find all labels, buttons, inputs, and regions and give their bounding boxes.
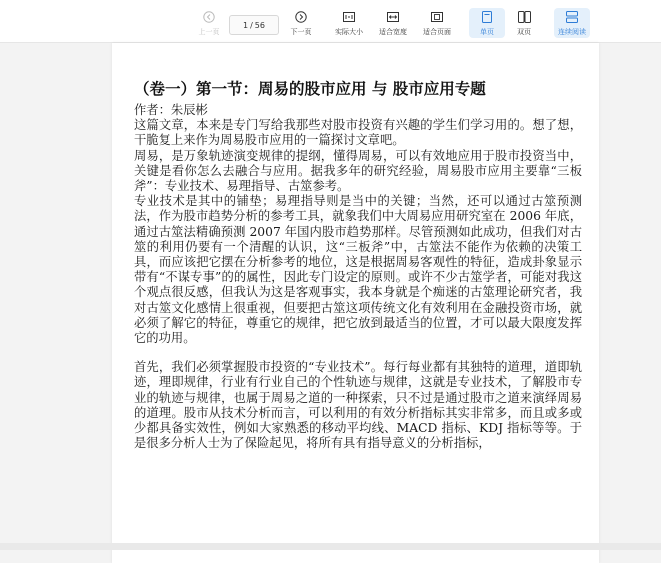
double-page-button[interactable] <box>500 10 548 37</box>
fit-width-button[interactable] <box>369 10 417 37</box>
fit-width-icon <box>386 10 400 24</box>
continuous-reading-button[interactable] <box>548 10 596 37</box>
next-page-button[interactable] <box>277 10 325 37</box>
continuous-reading-label: 连续阅读 <box>558 28 586 36</box>
single-page-label: 单页 <box>480 28 494 36</box>
reader-toolbar <box>0 0 661 43</box>
next-page-label: 下一页 <box>290 28 312 36</box>
fit-page-button[interactable] <box>413 10 461 37</box>
single-page-icon <box>480 10 494 24</box>
actual-size-label: 实际大小 <box>335 28 363 36</box>
current-page: 1 <box>243 20 249 30</box>
document-title: （卷一）第一节：周易的股市应用 与 股市应用专题 <box>134 79 486 98</box>
paragraph: 周易，是万象轨迹演变规律的提纲，懂得周易，可以有效地应用于股市投资当中，关键是看你怎么去融合与应用。据我多年的研究经验，周易股市应用主要靠“三板斧”：专业技术、易理指导、古筮参考。 <box>134 148 582 194</box>
page-separator: / <box>250 20 253 30</box>
total-pages: 56 <box>254 20 265 30</box>
bottom-scroll-area <box>0 543 661 550</box>
double-page-icon <box>517 10 531 24</box>
page-number-input[interactable] <box>229 15 279 35</box>
fit-page-label: 适合页面 <box>423 28 451 36</box>
fit-page-icon <box>430 10 444 24</box>
chevron-left-icon <box>202 10 216 24</box>
actual-size-icon <box>342 10 356 24</box>
continuous-reading-icon <box>565 10 579 24</box>
actual-size-button[interactable] <box>325 10 373 37</box>
document-page <box>112 43 599 563</box>
double-page-label: 双页 <box>517 28 531 36</box>
chevron-right-icon <box>294 10 308 24</box>
prev-page-button[interactable] <box>185 10 233 37</box>
paragraph: 这篇文章，本来是专门写给我那些对股市投资有兴趣的学生们学习用的。想了想，干脆复上来作为周易股市应用的一篇探讨文章吧。 <box>134 118 582 148</box>
paragraph: 首先，我们必须掌握股市投资的“专业技术”。每行每业都有其独特的道理，道即轨迹，理即规律，行业有行业自己的个性轨迹与规律，这就是专业技术，了解股市专业的轨迹与规律，也属于周易之道的一种探索，只不过是通过股市之道来演绎周易的道理。股市从技术分析而言，可以利用的有效分析指标其实非常多，而且或多或少都具备实效性，例如大家熟悉的移动平均线、MACD 指标、KDJ 指标等等。于是很多分析人士为了保险起见，将所有具有指导意义的分析指标， <box>134 360 582 451</box>
author-line: 作者：朱辰彬 <box>134 103 208 117</box>
document-body <box>134 103 582 451</box>
prev-page-label: 上一页 <box>198 28 220 36</box>
fit-width-label: 适合宽度 <box>379 28 407 36</box>
paragraph: 专业技术是其中的铺垫；易理指导则是当中的关键；当然，还可以通过古筮预测法，作为股市趋势分析的参考工具，就象我们中大周易应用研究室在 2006 年底，通过古筮法精确预测 2007 年国内股市趋势那样。尽管预测如此成功，但我们对古筮的利用仍要有一个清醒的认识，这“三板斧”中，古筮法不能作为依赖的决策工具，而应该把它摆在分析参考的地位，这是根据周易客观性的特征，造成卦象显示带有“不谋专事”的的属性，因此专门设定的原则。或许不少古筮学者，可能对我这个观点很反感，但我认为这是客观事实，我本身就是个痴迷的古筮理论研究者，我对古筮文化感情上很重视，但要把古筮这项传统文化有效利用在金融投资市场，就必须了解它的特征，尊重它的规律，把它放到最适当的位置，才可以最大限度发挥它的功用。 <box>134 194 582 346</box>
